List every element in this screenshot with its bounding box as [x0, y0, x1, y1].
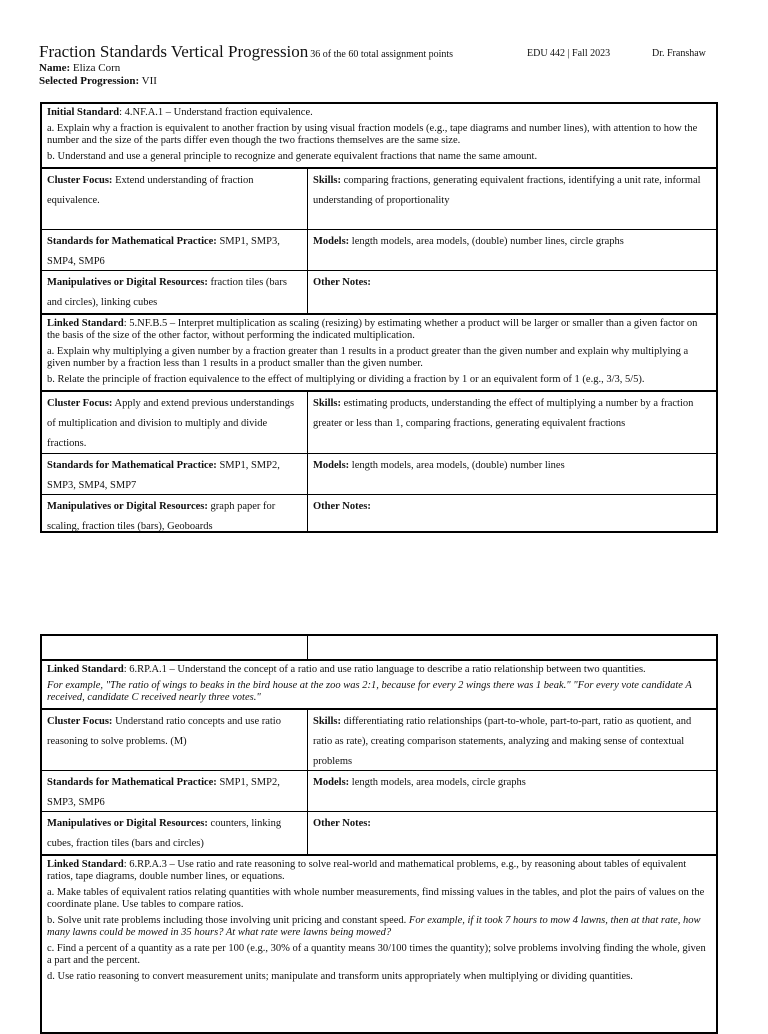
cluster-focus-cell: Cluster Focus: Understand ratio concepts and use ratio reasoning to solve problems. (M)	[42, 710, 308, 770]
assignment-points: 36 of the 60 total assignment points	[310, 49, 454, 60]
manipulatives-cell: Manipulatives or Digital Resources: fraction tiles (bars and circles), linking cubes	[42, 271, 308, 313]
other-notes-cell: Other Notes:	[313, 501, 371, 512]
models-cell: Models: length models, area models, (double) number lines, circle graphs	[313, 236, 624, 247]
initial-standard: Initial Standard: 4.NF.A.1 – Understand fraction equivalence. a. Explain why a fraction is equivalent to another fraction by using visual fraction models (e.g., tape diagrams and number lines), with attention to how the number and the size of the parts differ even though the two fractions themselves are the same size. b. Understand and use a general principle to recognize and generate equivalent fractions that name the same amount.	[42, 104, 716, 169]
smp-cell: Standards for Mathematical Practice: SMP1, SMP2, SMP3, SMP4, SMP7	[42, 454, 308, 494]
other-notes-cell: Other Notes:	[313, 277, 371, 288]
progression-table-1	[40, 102, 718, 533]
cluster-focus-cell: Cluster Focus: Apply and extend previous understandings of multiplication and division to multiply and divide fractions.	[42, 392, 308, 453]
models-cell: Models: length models, area models, (double) number lines	[313, 460, 565, 471]
manipulatives-cell: Manipulatives or Digital Resources: counters, linking cubes, fraction tiles (bars and circles)	[42, 812, 308, 854]
course-label: EDU 442 | Fall 2023	[527, 48, 611, 59]
skills-cell: Skills: estimating products, understanding the effect of multiplying a number by a fraction greater or less than 1, comparing fractions, generating equivalent fractions	[313, 398, 694, 429]
document-title: Fraction Standards Vertical Progression	[39, 42, 309, 61]
table-row	[42, 169, 716, 230]
cluster-focus-cell: Cluster Focus: Extend understanding of fraction equivalence.	[42, 169, 308, 229]
student-name: Name: Eliza Corn	[39, 62, 121, 74]
selected-progression: Selected Progression: VII	[39, 75, 157, 87]
empty-cell	[42, 636, 308, 659]
manipulatives-cell: Manipulatives or Digital Resources: graph paper for scaling, fraction tiles (bars), Geoboards	[42, 495, 308, 531]
linked-standard: Linked Standard: 5.NF.B.5 – Interpret multiplication as scaling (resizing) by estimating whether a product will be larger or smaller than a given factor on the basis of the size of the other factor, without performing the indicated multiplication. a. Explain why multiplying a given number by a fraction greater than 1 results in a product greater than the given number and explain why multiplying a given number by a fraction less than 1 results in a product smaller than the given number. b. Relate the principle of fraction equivalence to the effect of multiplying or dividing a fraction by 1 or an equivalent form of 1 (e.g., 3/3, 5/5).	[42, 315, 716, 392]
table-row	[42, 710, 716, 771]
models-cell: Models: length models, area models, circle graphs	[313, 777, 526, 788]
smp-cell: Standards for Mathematical Practice: SMP1, SMP3, SMP4, SMP6	[42, 230, 308, 270]
progression-table-2	[40, 634, 718, 1034]
linked-standard: Linked Standard: 6.RP.A.1 – Understand the concept of a ratio and use ratio language to describe a ratio relationship between two quantities. For example, "The ratio of wings to beaks in the bird house at the zoo was 2:1, because for every 2 wings there was 1 beak." "For every vote candidate A received, candidate C received nearly three votes."	[42, 661, 716, 710]
skills-cell: Skills: differentiating ratio relationships (part-to-whole, part-to-part, ratio as quotient, and ratio as rate), creating comparison statements, analyzing and making sense of contextual problems	[313, 716, 692, 767]
document-header	[39, 42, 739, 88]
table-row	[42, 771, 716, 812]
table-row	[42, 636, 716, 661]
table-row	[42, 454, 716, 495]
instructor-label: Dr. Franshaw	[652, 48, 706, 59]
table-row	[42, 271, 716, 315]
empty-cell	[308, 636, 716, 659]
skills-cell: Skills: comparing fractions, generating equivalent fractions, identifying a unit rate, informal understanding of proportionality	[313, 175, 701, 206]
table-row	[42, 495, 716, 531]
smp-cell: Standards for Mathematical Practice: SMP1, SMP2, SMP3, SMP6	[42, 771, 308, 811]
table-row	[42, 392, 716, 454]
linked-standard: Linked Standard: 6.RP.A.3 – Use ratio and rate reasoning to solve real-world and mathematical problems, e.g., by reasoning about tables of equivalent ratios, tape diagrams, double number lines, or equations. a. Make tables of equivalent ratios relating quantities with whole number measurements, find missing values in the tables, and plot the pairs of values on the coordinate plane. Use tables to compare ratios. b. Solve unit rate problems including those involving unit pricing and constant speed. For example, if it took 7 hours to mow 4 lawns, then at that rate, how many lawns could be mowed in 35 hours? At what rate were lawns being mowed? c. Find a percent of a quantity as a rate per 100 (e.g., 30% of a quantity means 30/100 times the quantity); solve problems involving finding the whole, given a part and the percent. d. Use ratio reasoning to convert measurement units; manipulate and transform units appropriately when multiplying or dividing quantities.	[47, 859, 706, 982]
table-row	[42, 812, 716, 856]
other-notes-cell: Other Notes:	[313, 818, 371, 829]
table-row	[42, 230, 716, 271]
